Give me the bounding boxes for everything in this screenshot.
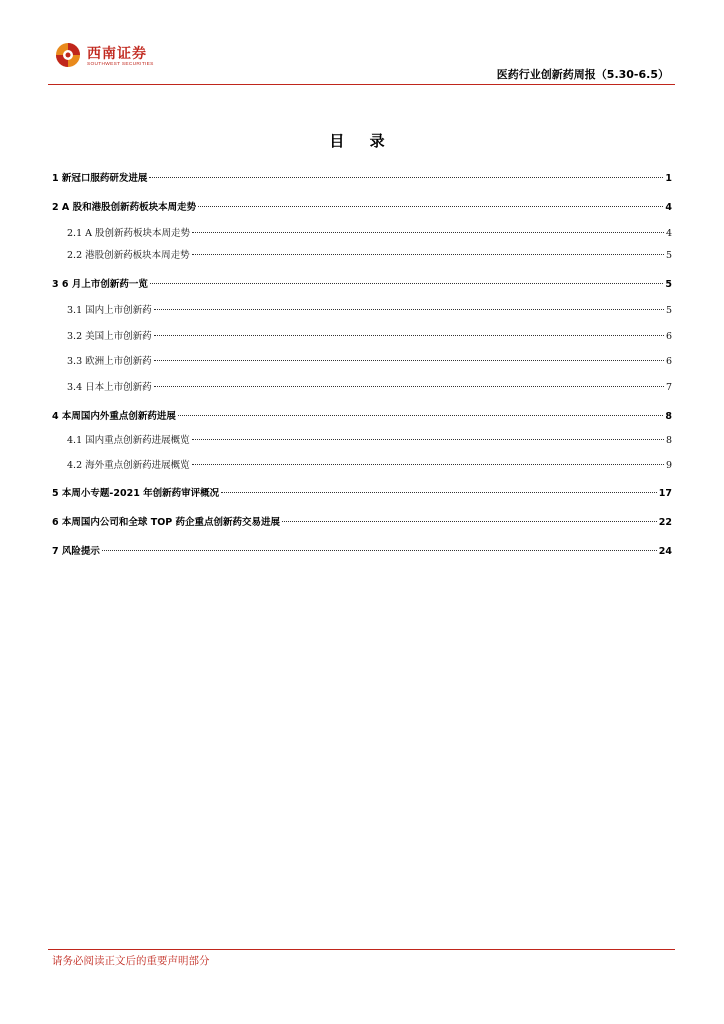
toc-entry[interactable] (52, 329, 672, 345)
toc-page-number: 9 (665, 460, 672, 471)
toc-entry[interactable] (52, 380, 672, 396)
page-header (0, 0, 724, 90)
toc-entry[interactable] (52, 486, 672, 502)
toc-page-number: 17 (658, 488, 672, 499)
logo-chinese-name: 西南证券 (87, 46, 147, 62)
toc-page-number: 1 (665, 173, 672, 184)
toc-dot-leader (150, 283, 664, 284)
toc-entry[interactable] (52, 515, 672, 531)
toc-dot-leader (282, 521, 657, 522)
toc-entry-title: 3 6 月上市创新药一览 (52, 279, 148, 290)
toc-dot-leader (102, 550, 657, 551)
toc-entry[interactable] (52, 409, 672, 425)
toc-entry-title: 7 风险提示 (52, 546, 100, 557)
toc-page-number: 7 (665, 382, 672, 393)
toc-entry[interactable] (52, 200, 672, 216)
footer-divider (48, 949, 675, 950)
toc-entry-title: 3.1 国内上市创新药 (67, 305, 152, 316)
toc-page-number: 22 (658, 517, 672, 528)
toc-dot-leader (192, 464, 664, 465)
toc-entry[interactable] (52, 248, 672, 264)
toc-entry-title: 3.2 美国上市创新药 (67, 331, 152, 342)
toc-entry-title: 1 新冠口服药研发进展 (52, 173, 148, 184)
toc-entry[interactable] (52, 277, 672, 293)
toc-dot-leader (221, 492, 657, 493)
toc-entry-title: 2 A 股和港股创新药板块本周走势 (52, 202, 197, 213)
toc-dot-leader (192, 232, 664, 233)
toc-entry[interactable] (52, 303, 672, 319)
company-logo (55, 42, 175, 76)
toc-entry-title: 5 本周小专题-2021 年创新药审评概况 (52, 488, 220, 499)
toc-entry-title: 4.2 海外重点创新药进展概览 (67, 460, 190, 471)
toc-entry-title: 6 本周国内公司和全球 TOP 药企重点创新药交易进展 (52, 517, 281, 528)
toc-dot-leader (192, 439, 664, 440)
toc-entry-title: 2.2 港股创新药板块本周走势 (67, 250, 190, 261)
toc-page-number: 24 (658, 546, 672, 557)
toc-page-number: 5 (665, 250, 672, 261)
toc-entry[interactable] (52, 544, 672, 560)
toc-entry[interactable] (52, 354, 672, 370)
logo-english-name: SOUTHWEST SECURITIES (87, 62, 154, 67)
toc-entry[interactable] (52, 226, 672, 242)
toc-dot-leader (154, 335, 664, 336)
disclaimer-note: 请务必阅读正文后的重要声明部分 (52, 955, 210, 967)
toc-entry-title: 3.4 日本上市创新药 (67, 382, 152, 393)
toc-page-number: 8 (665, 411, 672, 422)
toc-dot-leader (198, 206, 663, 207)
logo-emblem-icon (55, 42, 81, 68)
toc-entry-title: 4.1 国内重点创新药进展概览 (67, 435, 190, 446)
header-divider (48, 84, 675, 85)
toc-page-number: 4 (665, 228, 672, 239)
toc-heading: 目 录 (329, 132, 395, 150)
toc-entry[interactable] (52, 433, 672, 449)
report-title: 医药行业创新药周报（5.30-6.5） (496, 68, 669, 81)
toc-page-number: 6 (665, 356, 672, 367)
toc-page-number: 4 (665, 202, 672, 213)
toc-entry-title: 4 本周国内外重点创新药进展 (52, 411, 176, 422)
toc-dot-leader (192, 254, 664, 255)
toc-page-number: 8 (665, 435, 672, 446)
toc-page-number: 6 (665, 331, 672, 342)
toc-dot-leader (178, 415, 663, 416)
toc-entry-title: 2.1 A 股创新药板块本周走势 (67, 228, 191, 239)
toc-dot-leader (154, 360, 664, 361)
toc-entry-title: 3.3 欧洲上市创新药 (67, 356, 152, 367)
toc-page-number: 5 (665, 305, 672, 316)
toc-entry[interactable] (52, 458, 672, 474)
toc-dot-leader (149, 177, 663, 178)
toc-entry[interactable] (52, 171, 672, 187)
toc-dot-leader (154, 309, 664, 310)
toc-dot-leader (154, 386, 664, 387)
toc-page-number: 5 (665, 279, 672, 290)
